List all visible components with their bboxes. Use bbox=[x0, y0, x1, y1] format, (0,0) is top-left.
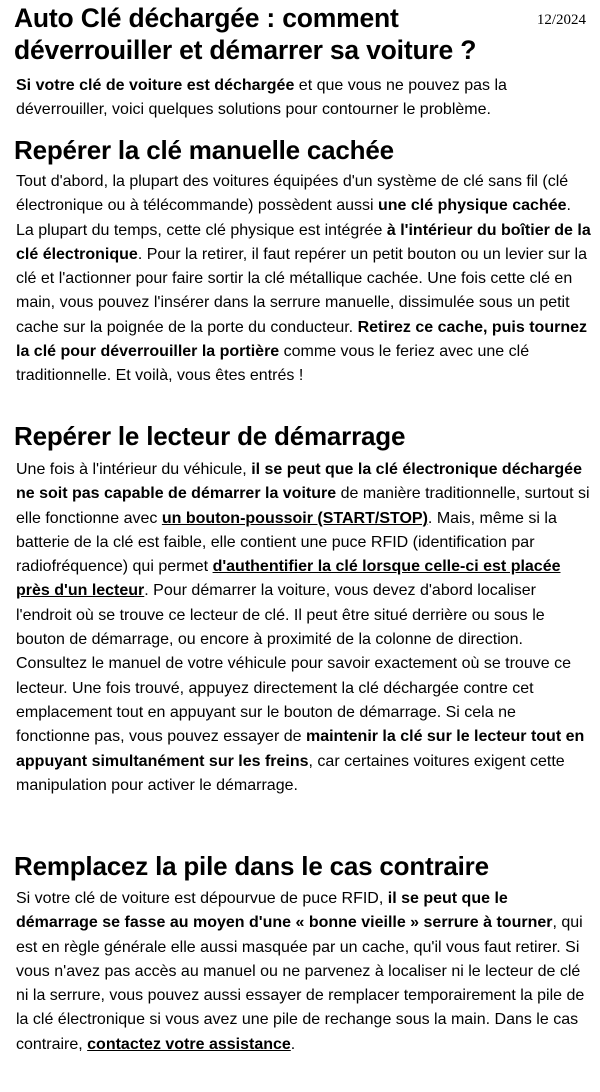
start-stop-link[interactable]: un bouton-poussoir (START/STOP) bbox=[161, 509, 428, 527]
section-heading-replace-battery: Remplacez la pile dans le cas contraire bbox=[14, 851, 489, 881]
intro-paragraph: Si votre clé de voiture est déchargée et que vous ne pouvez pas la déverrouiller, voici quelques solutions pour contourner le problème. bbox=[16, 77, 507, 119]
section-heading-start-reader: Repérer le lecteur de démarrage bbox=[14, 421, 406, 451]
article-title bbox=[14, 2, 594, 66]
contact-assistance-link[interactable]: contactez votre assistance bbox=[87, 1035, 291, 1053]
intro-bold: Si votre clé de voiture est déchargée bbox=[16, 77, 295, 94]
rfid-authenticate-link[interactable]: d'authentifier la clé lorsque celle-ci est placée près d'un lecteur bbox=[16, 558, 561, 600]
section-paragraph-replace-battery: Si votre clé de voiture est dépourvue de puce RFID, il se peut que le démarrage se fasse au moyen d'une « bonne vieille » serrure à tourner, qui est en règle générale elle aussi masquée par un cache, qu'il vous faut retirer. Si vous n'avez pas accès au manuel ou ne parvenez à localiser ni le lecteur de clé ni la serrure, vous pouvez aussi essayer de remplacer temporairement la pile de la clé électronique si vous avez une pile de rechange sous la main. Dans le cas contraire, contactez votre assistance. bbox=[16, 890, 585, 1053]
title-line-2: déverrouiller et démarrer sa voiture ? bbox=[14, 35, 477, 65]
title-line-1: Auto Clé déchargée : comment bbox=[14, 3, 399, 33]
publication-date: 12/2024 bbox=[536, 12, 586, 28]
section-heading-manual-key: Repérer la clé manuelle cachée bbox=[14, 135, 394, 165]
section-paragraph-start-reader: Une fois à l'intérieur du véhicule, il se peut que la clé électronique déchargée ne soit pas capable de démarrer la voiture de manière traditionnelle, surtout si elle fonctionne avec un bouton-poussoir (START/STOP). Mais, même si la batterie de la clé est faible, elle contient une puce RFID (identification par radiofréquence) qui permet d'authentifier la clé lorsque celle-ci est placée près d'un lecteur. Pour démarrer la voiture, vous devez d'abord localiser l'endroit où se trouve ce lecteur de clé. Il peut être situé derrière ou sous le bouton de démarrage, ou encore à proximité de la colonne de direction. Consultez le manuel de votre véhicule pour savoir exactement où se trouve ce lecteur. Une fois trouvé, appuyez directement la clé déchargée contre cet emplacement tout en appuyant sur le bouton de démarrage. Si cela ne fonctionne pas, vous pouvez essayer de maintenir la clé sur le lecteur tout en appuyant simultanément sur les freins, car certaines voitures exigent cette manipulation pour activer le démarrage. bbox=[16, 461, 590, 794]
section-paragraph-manual-key: Tout d'abord, la plupart des voitures équipées d'un système de clé sans fil (clé électronique ou à télécommande) possèdent aussi une clé physique cachée. La plupart du temps, cette clé physique est intégrée à l'intérieur du boîtier de la clé électronique. Pour la retirer, il faut repérer un petit bouton ou un levier sur la clé et l'actionner pour faire sortir la clé métallique cachée. Une fois cette clé en main, vous pouvez l'insérer dans la serrure manuelle, dissimulée sous un petit cache sur la poignée de la porte du conducteur. Retirez ce cache, puis tournez la clé pour déverrouiller la portière comme vous le feriez avec une clé traditionnelle. Et voilà, vous êtes entrés ! bbox=[16, 173, 591, 385]
